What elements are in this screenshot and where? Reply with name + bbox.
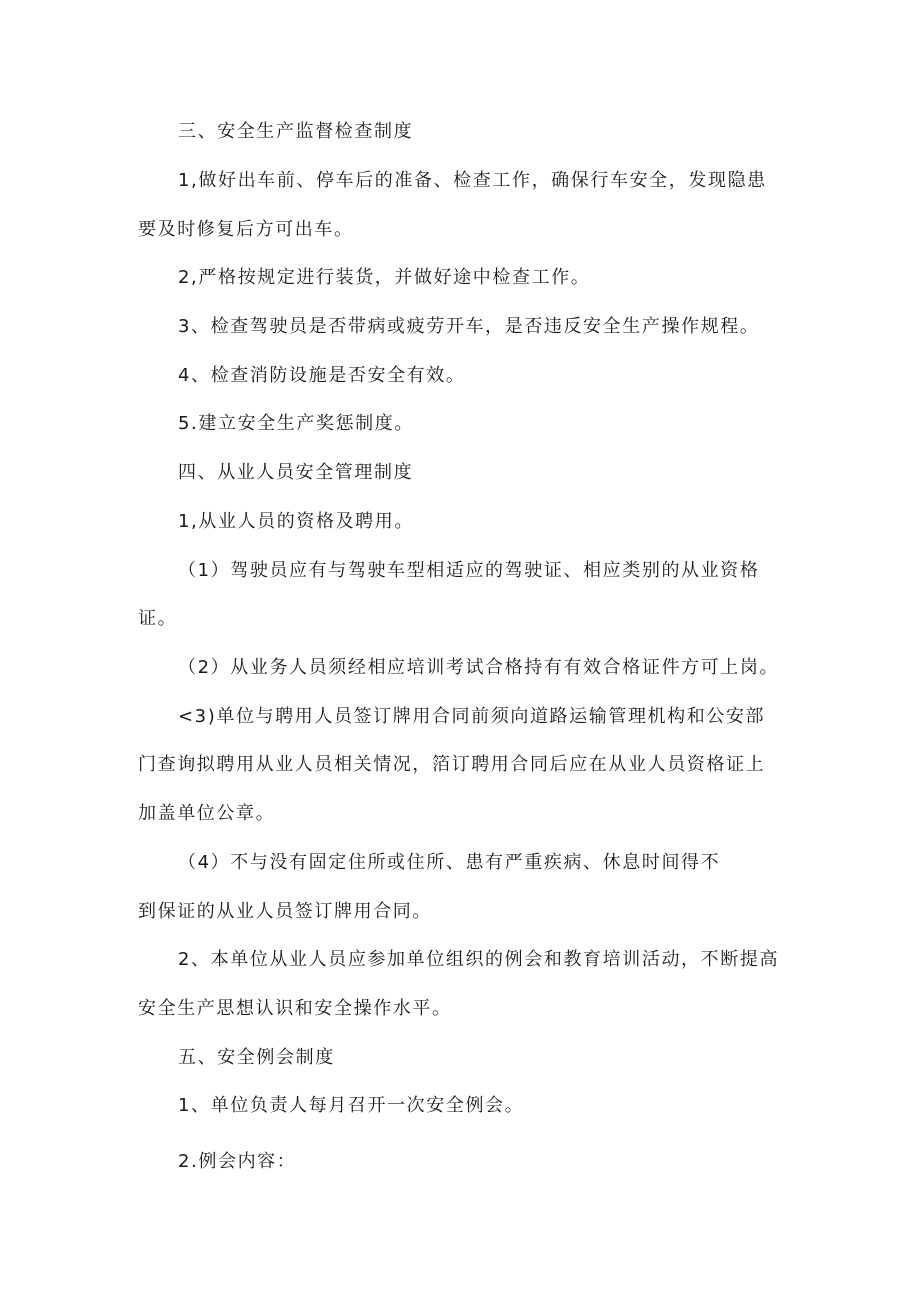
paragraph-line: 4、检查消防设施是否安全有效。 <box>178 365 466 386</box>
paragraph-line: （1）驾驶员应有与驾驶车型相适应的驾驶证、相应类别的从业资格 <box>178 560 760 581</box>
paragraph-line: 1,做好出车前、停车后的准备、检查工作，确保行车安全，发现隐患 <box>178 170 767 191</box>
section-heading-5: 五、安全例会制度 <box>178 1047 335 1068</box>
paragraph-line: 要及时修复后方可出车。 <box>138 219 354 240</box>
paragraph-line: 2,严格按规定进行装货，并做好途中检查工作。 <box>178 267 591 288</box>
paragraph-line: 3、检查驾驶员是否带病或疲劳开车，是否违反安全生产操作规程。 <box>178 316 760 337</box>
section-heading-4: 四、从业人员安全管理制度 <box>178 462 414 483</box>
paragraph-line: 安全生产思想认识和安全操作水平。 <box>138 998 452 1019</box>
paragraph-line: 1,从业人员的资格及聘用。 <box>178 511 414 532</box>
section-heading-3: 三、安全生产监督检查制度 <box>178 121 414 142</box>
paragraph-line: 加盖单位公章。 <box>138 803 276 824</box>
paragraph-line: <3)单位与聘用人员签订牌用合同前须向道路运输管理机构和公安部 <box>178 706 766 727</box>
paragraph-line: （4）不与没有固定住所或住所、患有严重疾病、休息时间得不 <box>178 852 721 873</box>
paragraph-line: 1、单位负责人每月召开一次安全例会。 <box>178 1095 525 1116</box>
paragraph-line: 2、本单位从业人员应参加单位组织的例会和教育培训活动，不断提高 <box>178 949 780 970</box>
paragraph-line: 到保证的从业人员签订牌用合同。 <box>138 901 432 922</box>
paragraph-line: 门查询拟聘用从业人员相关情况，箔订聘用合同后应在从业人员资格证上 <box>138 754 766 775</box>
paragraph-line: 2.例会内容： <box>178 1151 297 1172</box>
paragraph-line: （2）从业务人员须经相应培训考试合格持有有效合格证件方可上岗。 <box>178 657 780 678</box>
paragraph-line: 证。 <box>138 608 178 629</box>
paragraph-line: 5.建立安全生产奖惩制度。 <box>178 413 414 434</box>
